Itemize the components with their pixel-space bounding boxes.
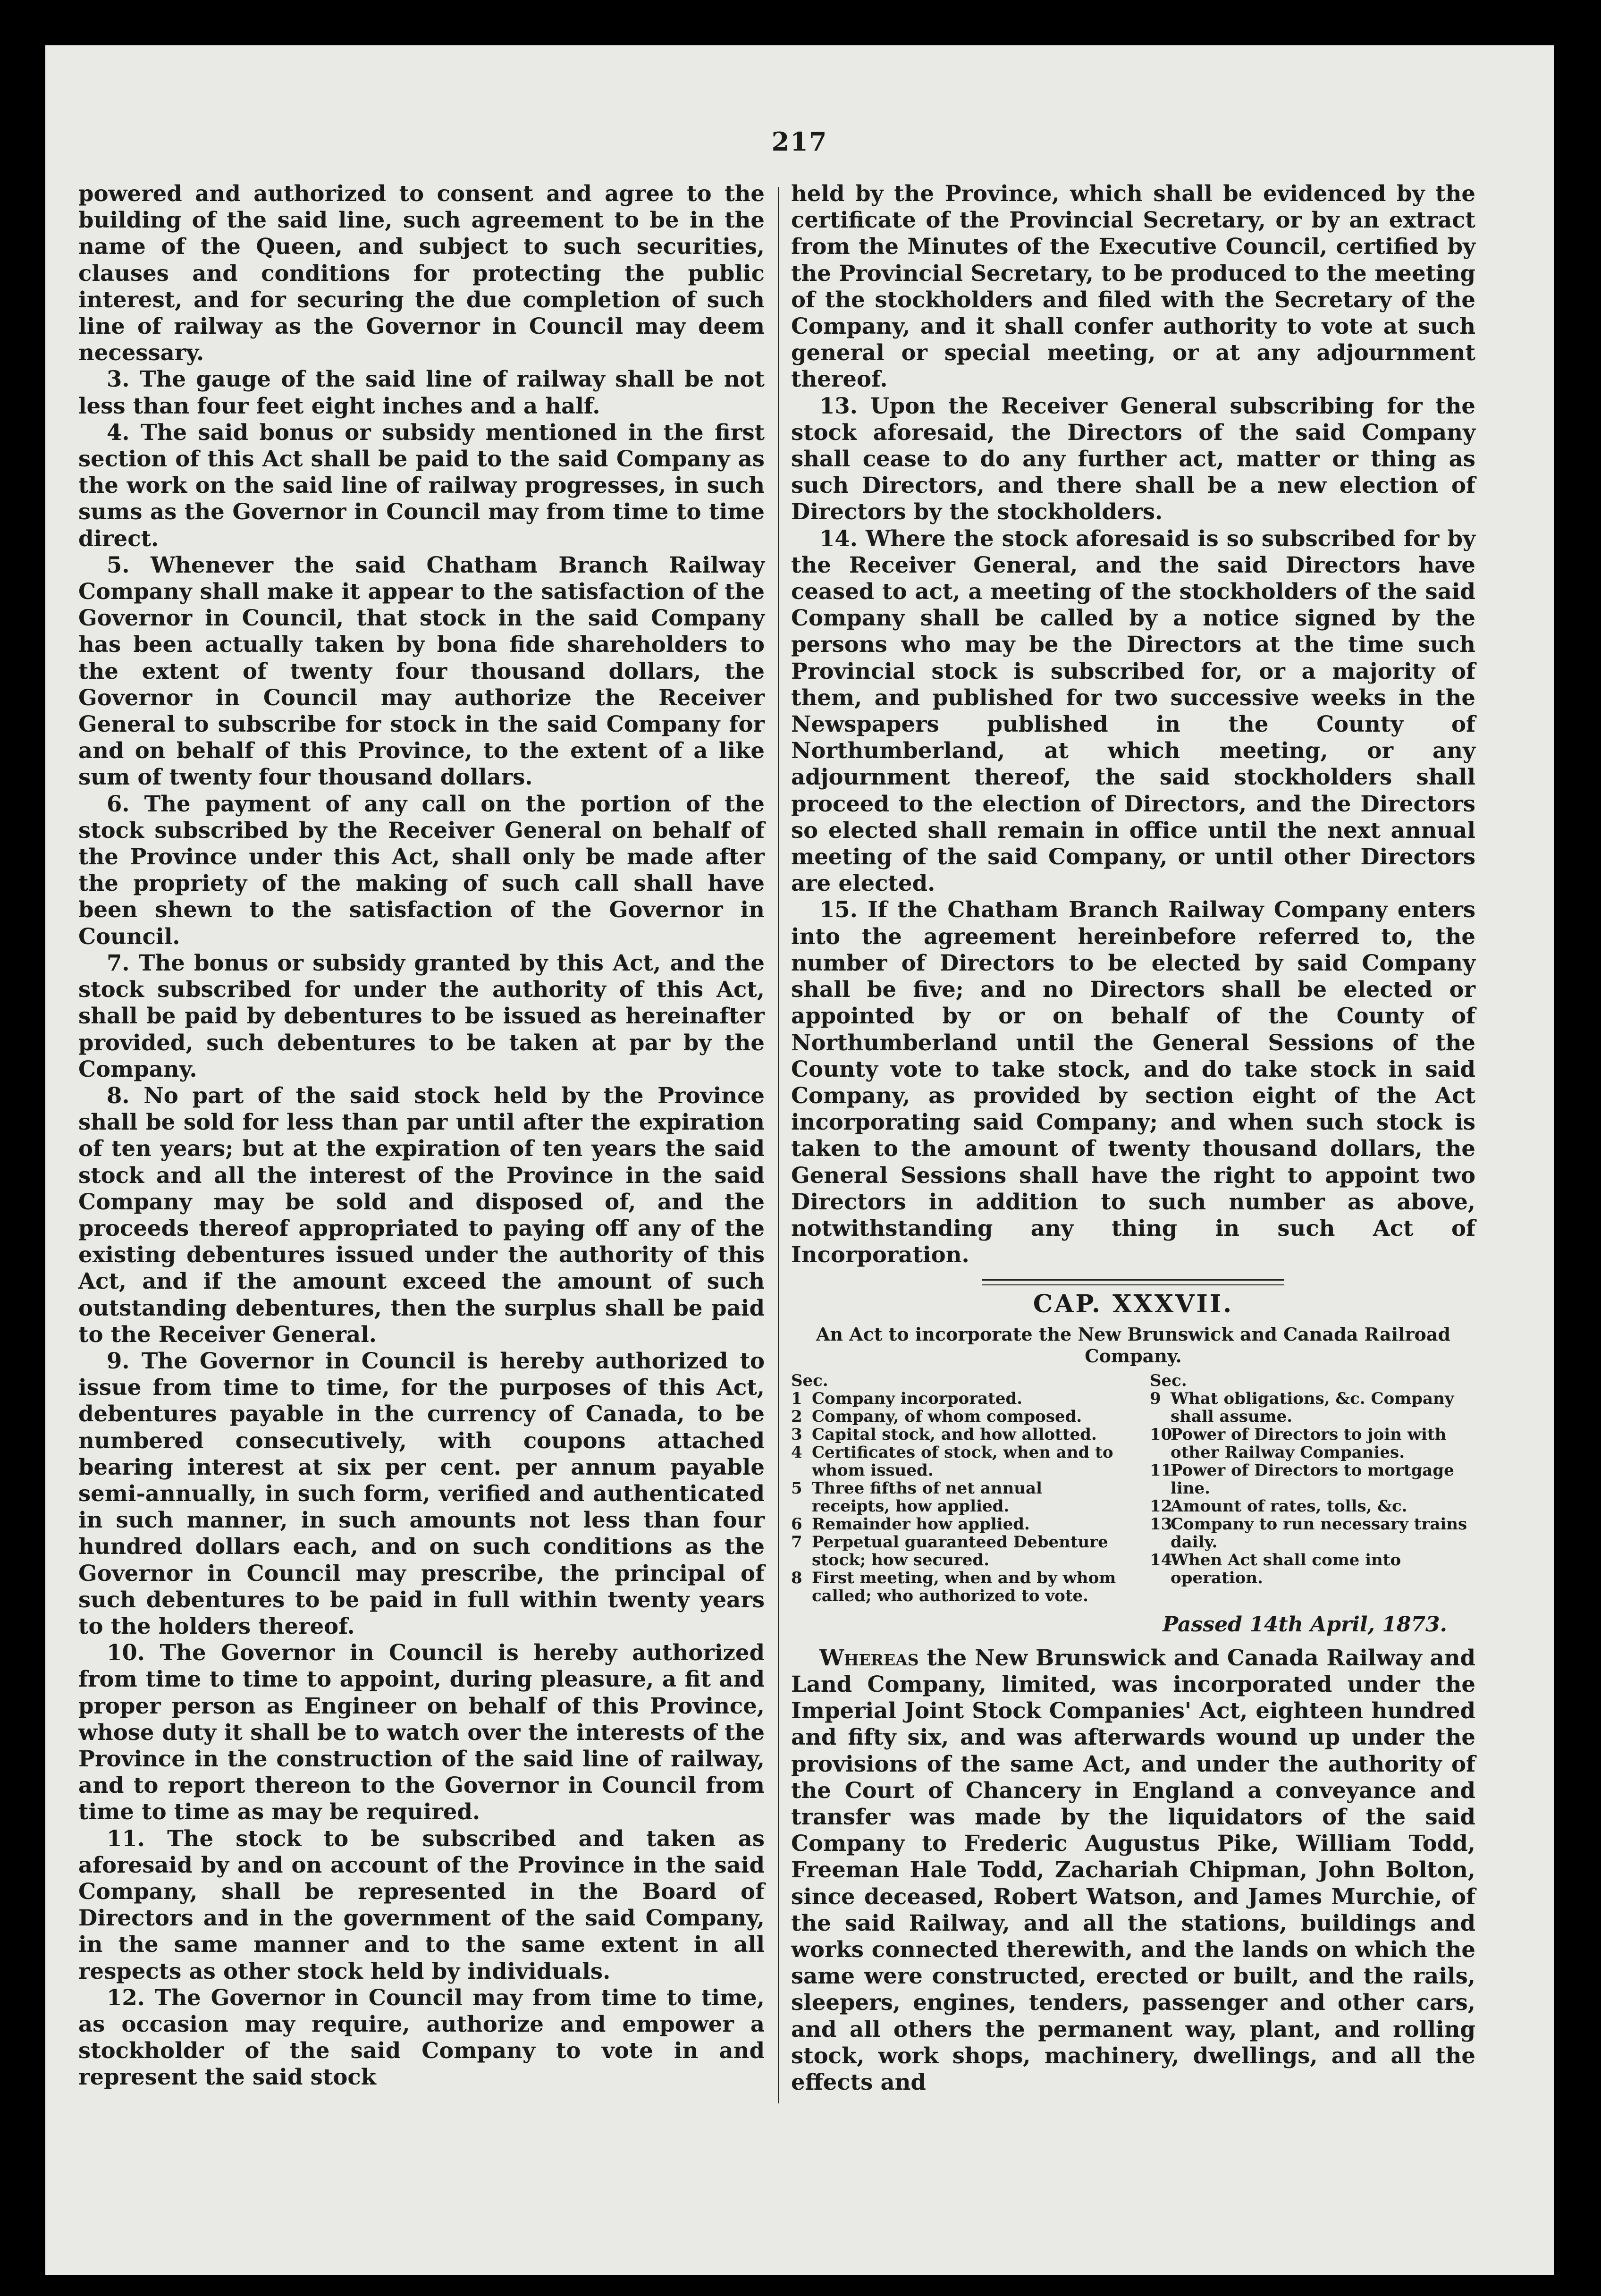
toc-item-text: Remainder how applied. (812, 1514, 1030, 1534)
section-9: 9. The Governor in Council is hereby authorized to issue from time to time, for the purposes of this Act, debentures payable in the currency of Canada, to be numbered consecutively, with coupons attached bearing interest at six per cent. per annum payable semi-annually, in such form, verified and authenticated in such manner, in such amounts not less than four hundred dollars each, and on such conditions as the Governor in Council may prescribe, the principal of such debentures to be paid in full within twenty years to the holders thereof. (78, 1347, 765, 1639)
toc-item-text: Amount of rates, tolls, &c. (1171, 1496, 1407, 1516)
toc-item (791, 1408, 1117, 1426)
section-11: 11. The stock to be subscribed and taken as aforesaid by and on account of the Province in the said Company, shall be represented in the Board of Directors and in the government of the said Company, in the same manner and to the same extent in all respects as other stock held by individuals. (78, 1825, 765, 1984)
preamble-text: the New Brunswick and Canada Railway and Land Company, limited, was incorporated under the Imperial Joint Stock Companies' Act, eighteen hundred and fifty six, and was afterwards wound up under the provisions of the same Act, and under the authority of the Court of Chancery in England a conveyance and transfer was made by the liquidators of the said Company to Frederic Augustus Pike, William Todd, Freeman Hale Todd, Zachariah Chipman, John Bolton, since deceased, Robert Watson, and James Murchie, of the said Railway, and all the stations, buildings and works connected therewith, and the lands on which the same were constructed, erected or built, and the rails, sleepers, engines, tenders, passenger and other cars, and all others the permanent way, plant, and rolling stock, work shops, machinery, dwellings, and all the effects and (791, 1644, 1475, 2095)
section-13: 13. Upon the Receiver General subscribing for the stock aforesaid, the Directors of the said Company shall cease to do any further act, matter or thing as such Directors, and there shall be a new election of Directors by the stockholders. (791, 392, 1475, 525)
toc-item-number: 3 (791, 1425, 802, 1444)
toc-item-number: 1 (791, 1389, 802, 1408)
toc-item (791, 1443, 1117, 1479)
toc-item-text: First meeting, when and by whom called; who authorized to vote. (812, 1568, 1116, 1605)
section-15: 15. If the Chatham Branch Railway Company enters into the agreement hereinbefore referred to, the number of Directors to be elected by said Company shall be five; and no Directors shall be elected or appointed by or on behalf of the County of Northumberland until the General Sessions of the County vote to take stock, and do take stock in said Company, as provided by section eight of the Act incorporating said Company; and when such stock is taken to the amount of twenty thousand dollars, the General Sessions shall have the right to appoint two Directors in addition to such number as above, notwithstanding any thing in such Act of Incorporation. (791, 896, 1475, 1268)
toc-item-number: 7 (791, 1532, 802, 1552)
section-4: 4. The said bonus or subsidy mentioned in the first section of this Act shall be paid to the said Company as the work on the said line of railway progresses, in such sums as the Governor in Council may from time to time direct. (78, 419, 765, 551)
paragraph-continued: powered and authorized to consent and agree to the building of the said line, such agreement to be in the name of the Queen, and subject to such securities, clauses and conditions for protecting the public interest, and for securing the due completion of such line of railway as the Governor in Council may deem necessary. (78, 180, 765, 366)
toc-item (791, 1479, 1117, 1515)
toc-item-text: Company incorporated. (812, 1389, 1023, 1408)
toc-item-text: Power of Directors to mortgage line. (1171, 1460, 1454, 1498)
section-6: 6. The payment of any call on the portion of the stock subscribed by the Receiver General on behalf of the Province under this Act, shall only be made after the propriety of the making of such call shall have been shewn to the satisfaction of the Governor in Council. (78, 790, 765, 949)
section-5: 5. Whenever the said Chatham Branch Railway Company shall make it appear to the satisfaction of the Governor in Council, that stock in the said Company has been actually taken by bona fide shareholders to the extent of twenty four thousand dollars, the Governor in Council may authorize the Receiver General to subscribe for stock in the said Company for and on behalf of this Province, to the extent of a like sum of twenty four thousand dollars. (78, 551, 765, 790)
toc-item (1150, 1390, 1475, 1426)
chapter-title: An Act to incorporate the New Brunswick and Canada Railroad Company. (816, 1323, 1451, 1367)
chapter-heading: CAP. XXXVII. (1033, 1290, 1234, 1319)
section-index-left (791, 1372, 1117, 1605)
toc-item-text: What obligations, &c. Company shall assume. (1171, 1389, 1454, 1426)
toc-item-text: Capital stock, and how allotted. (812, 1425, 1097, 1444)
toc-item-number: 13 (1150, 1514, 1172, 1534)
toc-item-text: When Act shall come into operation. (1171, 1550, 1401, 1587)
toc-item-number: 14 (1150, 1550, 1172, 1570)
left-column (78, 180, 765, 2091)
toc-item-number: 2 (791, 1407, 802, 1426)
page-number: 217 (771, 127, 828, 157)
column-divider (778, 187, 779, 2103)
toc-item-text: Company, of whom composed. (812, 1407, 1082, 1426)
section-index (791, 1372, 1475, 1605)
section-8: 8. No part of the said stock held by the Province shall be sold for less than par until after the expiration of ten years; but at the expiration of ten years the said stock and all the interest of the Province in the said Company may be sold and disposed of, and the proceeds thereof appropriated to paying off any of the existing debentures issued under the authority of this Act, and if the amount exceed the amount of such outstanding debentures, then the surplus shall be paid to the Receiver General. (78, 1082, 765, 1347)
toc-item-number: 5 (791, 1478, 802, 1498)
sec-label: Sec. (791, 1371, 828, 1390)
toc-item-text: Power of Directors to join with other Railway Companies. (1171, 1425, 1447, 1462)
toc-item-number: 9 (1150, 1389, 1161, 1408)
paragraph-continued: held by the Province, which shall be evidenced by the certificate of the Provincial Secretary, or by an extract from the Minutes of the Executive Council, certified by the Provincial Secretary, to be produced to the meeting of the stockholders and filed with the Secretary of the Company, and it shall confer authority to vote at such general or special meeting, or at any adjournment thereof. (791, 180, 1475, 392)
section-10: 10. The Governor in Council is hereby authorized from time to time to appoint, during pleasure, a fit and proper person as Engineer on behalf of this Province, whose duty it shall be to watch over the interests of the Province in the construction of the said line of railway, and to report thereon to the Governor in Council from time to time as may be required. (78, 1639, 765, 1825)
toc-item-text: Company to run necessary trains daily. (1171, 1514, 1467, 1552)
toc-item (791, 1390, 1117, 1408)
toc-item (791, 1533, 1117, 1569)
toc-item (1150, 1497, 1475, 1515)
toc-list-right (1150, 1390, 1475, 1587)
toc-item-text: Perpetual guaranteed Debenture stock; how secured. (812, 1532, 1108, 1570)
toc-item (791, 1426, 1117, 1443)
toc-item-number: 11 (1150, 1460, 1172, 1480)
toc-item-number: 6 (791, 1514, 802, 1534)
chapter-divider (982, 1279, 1284, 1285)
preamble-whereas: Whereas (819, 1644, 919, 1671)
toc-item (1150, 1551, 1475, 1587)
toc-item-number: 8 (791, 1568, 802, 1587)
toc-item (1150, 1426, 1475, 1461)
toc-item-number: 12 (1150, 1496, 1172, 1516)
toc-item (791, 1569, 1117, 1605)
section-14: 14. Where the stock aforesaid is so subscribed for by the Receiver General, and the said Directors have ceased to act, a meeting of the stockholders of the said Company shall be called by a notice signed by the persons who may be the Directors at the time such Provincial stock is subscribed for, or a majority of them, and published for two successive weeks in the Newspapers published in the County of Northumberland, at which meeting, or any adjournment thereof, the said stockholders shall proceed to the election of Directors, and the Directors so elected shall remain in office until the next annual meeting of the said Company, or until other Directors are elected. (791, 525, 1475, 896)
section-3: 3. The gauge of the said line of railway shall be not less than four feet eight inches and a half. (78, 366, 765, 419)
sec-label: Sec. (1150, 1371, 1187, 1390)
toc-item-text: Three fifths of net annual receipts, how applied. (812, 1478, 1042, 1516)
section-12: 12. The Governor in Council may from time to time, as occasion may require, authorize and empower a stockholder of the said Company to vote in and represent the said stock (78, 1984, 765, 2090)
toc-item-text: Certificates of stock, when and to whom issued. (812, 1443, 1113, 1480)
toc-item (1150, 1515, 1475, 1551)
passed-date: Passed 14th April, 1873. (1163, 1612, 1447, 1637)
preamble (791, 1645, 1475, 2095)
right-column (791, 180, 1475, 2095)
toc-item-number: 10 (1150, 1425, 1172, 1444)
document-page (45, 45, 1554, 2275)
toc-list-left (791, 1390, 1117, 1605)
section-7: 7. The bonus or subsidy granted by this Act, and the stock subscribed for under the authority of this Act, shall be paid by debentures to be issued as hereinafter provided, such debentures to be taken at par by the Company. (78, 949, 765, 1082)
section-index-right (1150, 1372, 1475, 1605)
toc-item (1150, 1461, 1475, 1497)
toc-item (791, 1515, 1117, 1533)
toc-item-number: 4 (791, 1443, 802, 1462)
